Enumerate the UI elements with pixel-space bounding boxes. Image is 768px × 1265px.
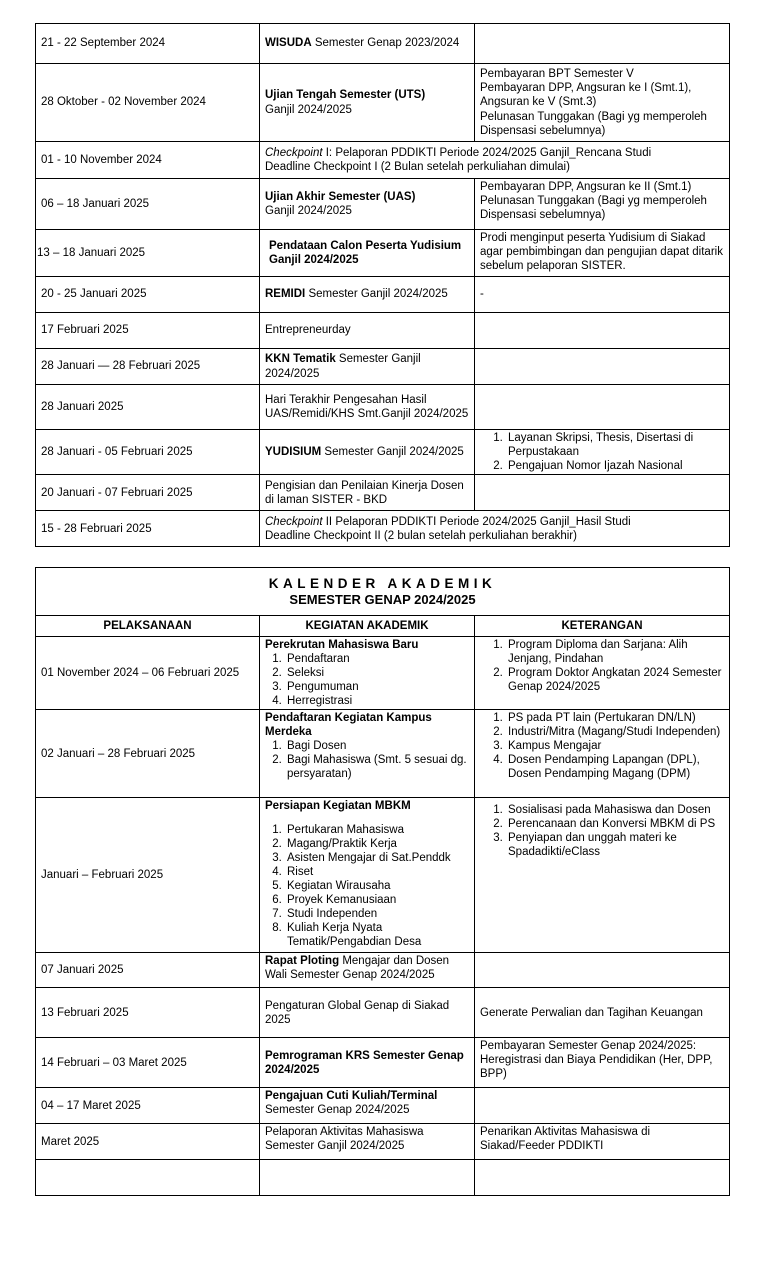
table-row xyxy=(36,1038,730,1088)
activity-cell: Ujian Tengah Semester (UTS) Ganjil 2024/2025 xyxy=(260,64,475,142)
list-item: 1. PS pada PT lain (Pertukaran DN/LN) xyxy=(506,711,724,725)
list-item: 2. Program Doktor Angkatan 2024 Semester Genap 2024/2025 xyxy=(506,666,724,694)
header-row xyxy=(36,616,730,637)
activity-cell: Pendaftaran Kegiatan Kampus Merdeka 1. Bagi Dosen 2. Bagi Mahasiswa (Smt. 5 sesuai dg. persyaratan) xyxy=(260,710,475,798)
date-cell: 07 Januari 2025 xyxy=(36,953,260,988)
activity-cell: YUDISIUM Semester Ganjil 2024/2025 xyxy=(260,430,475,475)
column-header: KETERANGAN xyxy=(475,616,730,637)
activity-cell: Entrepreneurday xyxy=(260,313,475,349)
table-row xyxy=(36,349,730,385)
note-cell xyxy=(475,430,730,475)
list-item: 1. Layanan Skripsi, Thesis, Disertasi di Perpustakaan xyxy=(506,431,724,459)
table-row xyxy=(36,1088,730,1124)
activity-cell: Rapat Ploting Mengajar dan Dosen Wali Semester Genap 2024/2025 xyxy=(260,953,475,988)
note-cell: Generate Perwalian dan Tagihan Keuangan xyxy=(475,988,730,1038)
note-cell xyxy=(475,710,730,798)
note-cell: - xyxy=(475,277,730,313)
list-item: 4. Riset xyxy=(285,865,469,879)
date-cell: 06 – 18 Januari 2025 xyxy=(36,179,260,230)
table-row xyxy=(36,277,730,313)
note-cell xyxy=(475,349,730,385)
activity-cell: Pemrograman KRS Semester Genap 2024/2025 xyxy=(260,1038,475,1088)
table-row xyxy=(36,230,730,277)
date-cell: 28 Januari - 05 Februari 2025 xyxy=(36,430,260,475)
list-item: 2. Perencanaan dan Konversi MBKM di PS xyxy=(506,817,724,831)
activity-cell: WISUDA Semester Genap 2023/2024 xyxy=(260,24,475,64)
date-cell: Januari – Februari 2025 xyxy=(36,798,260,953)
table-row xyxy=(36,1124,730,1160)
note-cell xyxy=(475,798,730,953)
list-item: 2. Industri/Mitra (Magang/Studi Independen) xyxy=(506,725,724,739)
date-cell: 15 - 28 Februari 2025 xyxy=(36,511,260,547)
table-row xyxy=(36,988,730,1038)
date-cell: 02 Januari – 28 Februari 2025 xyxy=(36,710,260,798)
list-item: 3. Penyiapan dan unggah materi ke Spadadikti/eClass xyxy=(506,831,724,859)
table-row xyxy=(36,24,730,64)
date-cell: 21 - 22 September 2024 xyxy=(36,24,260,64)
list-item: 1. Program Diploma dan Sarjana: Alih Jenjang, Pindahan xyxy=(506,638,724,666)
date-cell: Maret 2025 xyxy=(36,1124,260,1160)
note-cell xyxy=(475,24,730,64)
activity-cell: Pengajuan Cuti Kuliah/Terminal Semester Genap 2024/2025 xyxy=(260,1088,475,1124)
activity-cell: REMIDI Semester Ganjil 2024/2025 xyxy=(260,277,475,313)
calendar-title xyxy=(36,568,730,616)
date-cell: 28 Januari — 28 Februari 2025 xyxy=(36,349,260,385)
list-item: 5. Kegiatan Wirausaha xyxy=(285,879,469,893)
activity-cell: Pengisian dan Penilaian Kinerja Dosen di laman SISTER - BKD xyxy=(260,475,475,511)
activity-cell: KKN Tematik Semester Ganjil 2024/2025 xyxy=(260,349,475,385)
date-cell: 01 - 10 November 2024 xyxy=(36,142,260,179)
ganjil-calendar-table xyxy=(35,23,730,547)
list-item: 2. Bagi Mahasiswa (Smt. 5 sesuai dg. persyaratan) xyxy=(285,753,469,781)
empty-cell xyxy=(260,1160,475,1196)
date-cell: 04 – 17 Maret 2025 xyxy=(36,1088,260,1124)
checkpoint-cell: Checkpoint II Pelaporan PDDIKTI Periode 2024/2025 Ganjil_Hasil Studi Deadline Checkpoint II (2 bulan setelah perkuliahan berakhir) xyxy=(260,511,730,547)
list-item: 2. Seleksi xyxy=(285,666,469,680)
list-item: 4. Herregistrasi xyxy=(285,694,469,708)
activity-cell: Persiapan Kegiatan MBKM 1. Pertukaran Mahasiswa 2. Magang/Praktik Kerja 3. Asisten Mengajar di Sat.Penddk 4. Riset 5. Kegiatan Wirausaha 6. Proyek Kemanusiaan 7. Studi Independen 8. Kuliah Kerja Nyata Tematik/Pengabdian Desa xyxy=(260,798,475,953)
date-cell: 13 – 18 Januari 2025 xyxy=(36,230,260,277)
list-item: 1. Pertukaran Mahasiswa xyxy=(285,823,469,837)
column-header: PELAKSANAAN xyxy=(36,616,260,637)
table-row xyxy=(36,953,730,988)
date-cell: 17 Februari 2025 xyxy=(36,313,260,349)
table-row xyxy=(36,142,730,179)
column-header: KEGIATAN AKADEMIK xyxy=(260,616,475,637)
genap-calendar-table xyxy=(35,567,730,1196)
table-row xyxy=(36,64,730,142)
note-cell: Pembayaran BPT Semester V Pembayaran DPP, Angsuran ke I (Smt.1), Angsuran ke V (Smt.3) Pelunasan Tunggakan (Bagi yg memperoleh Dispensasi sebelumnya) xyxy=(475,64,730,142)
table-row xyxy=(36,475,730,511)
table-row xyxy=(36,385,730,430)
table-row xyxy=(36,313,730,349)
note-cell xyxy=(475,313,730,349)
table-row xyxy=(36,179,730,230)
calendar-title-row xyxy=(36,568,730,616)
note-cell: Prodi menginput peserta Yudisium di Siakad agar pembimbingan dan pengujian dapat ditarik sebelum pelaporan SISTER. xyxy=(475,230,730,277)
date-cell: 14 Februari – 03 Maret 2025 xyxy=(36,1038,260,1088)
note-cell xyxy=(475,1088,730,1124)
list-item: 2. Magang/Praktik Kerja xyxy=(285,837,469,851)
page-title: KALENDER AKADEMIK xyxy=(268,575,497,591)
note-cell xyxy=(475,953,730,988)
list-item: 3. Asisten Mengajar di Sat.Penddk xyxy=(285,851,469,865)
list-item: 1. Pendaftaran xyxy=(285,652,469,666)
list-item: 1. Sosialisasi pada Mahasiswa dan Dosen xyxy=(506,803,724,817)
table-row xyxy=(36,798,730,953)
empty-cell xyxy=(36,1160,260,1196)
note-cell xyxy=(475,637,730,710)
table-row xyxy=(36,430,730,475)
table-row xyxy=(36,511,730,547)
list-item: 8. Kuliah Kerja Nyata Tematik/Pengabdian Desa xyxy=(285,921,469,949)
activity-cell: Ujian Akhir Semester (UAS) Ganjil 2024/2025 xyxy=(260,179,475,230)
date-cell: 13 Februari 2025 xyxy=(36,988,260,1038)
note-cell xyxy=(475,475,730,511)
activity-cell: Perekrutan Mahasiswa Baru 1. Pendaftaran 2. Seleksi 3. Pengumuman 4. Herregistrasi xyxy=(260,637,475,710)
table-row xyxy=(36,1160,730,1196)
activity-cell: Hari Terakhir Pengesahan Hasil UAS/Remidi/KHS Smt.Ganjil 2024/2025 xyxy=(260,385,475,430)
list-item: 7. Studi Independen xyxy=(285,907,469,921)
date-cell: 28 Oktober - 02 November 2024 xyxy=(36,64,260,142)
list-item: 2. Pengajuan Nomor Ijazah Nasional xyxy=(506,459,724,473)
list-item: 3. Pengumuman xyxy=(285,680,469,694)
table-row xyxy=(36,637,730,710)
page-subtitle: SEMESTER GENAP 2024/2025 xyxy=(289,592,476,608)
activity-cell: Pengaturan Global Genap di Siakad 2025 xyxy=(260,988,475,1038)
note-cell xyxy=(475,385,730,430)
list-item: 1. Bagi Dosen xyxy=(285,739,469,753)
note-cell: Pembayaran Semester Genap 2024/2025: Heregistrasi dan Biaya Pendidikan (Her, DPP, BPP) xyxy=(475,1038,730,1088)
checkpoint-cell: Checkpoint I: Pelaporan PDDIKTI Periode 2024/2025 Ganjil_Rencana Studi Deadline Checkpoint I (2 Bulan setelah perkuliahan dimulai) xyxy=(260,142,730,179)
list-item: 3. Kampus Mengajar xyxy=(506,739,724,753)
note-cell: Penarikan Aktivitas Mahasiswa di Siakad/Feeder PDDIKTI xyxy=(475,1124,730,1160)
date-cell: 01 November 2024 – 06 Februari 2025 xyxy=(36,637,260,710)
table-row xyxy=(36,710,730,798)
note-cell: Pembayaran DPP, Angsuran ke II (Smt.1) Pelunasan Tunggakan (Bagi yg memperoleh Dispensasi sebelumnya) xyxy=(475,179,730,230)
date-cell: 20 - 25 Januari 2025 xyxy=(36,277,260,313)
activity-cell: Pelaporan Aktivitas Mahasiswa Semester Ganjil 2024/2025 xyxy=(260,1124,475,1160)
activity-cell: Pendataan Calon Peserta Yudisium Ganjil 2024/2025 xyxy=(260,230,475,277)
empty-cell xyxy=(475,1160,730,1196)
date-cell: 20 Januari - 07 Februari 2025 xyxy=(36,475,260,511)
date-cell: 28 Januari 2025 xyxy=(36,385,260,430)
list-item: 6. Proyek Kemanusiaan xyxy=(285,893,469,907)
list-item: 4. Dosen Pendamping Lapangan (DPL), Dosen Pendamping Magang (DPM) xyxy=(506,753,724,781)
